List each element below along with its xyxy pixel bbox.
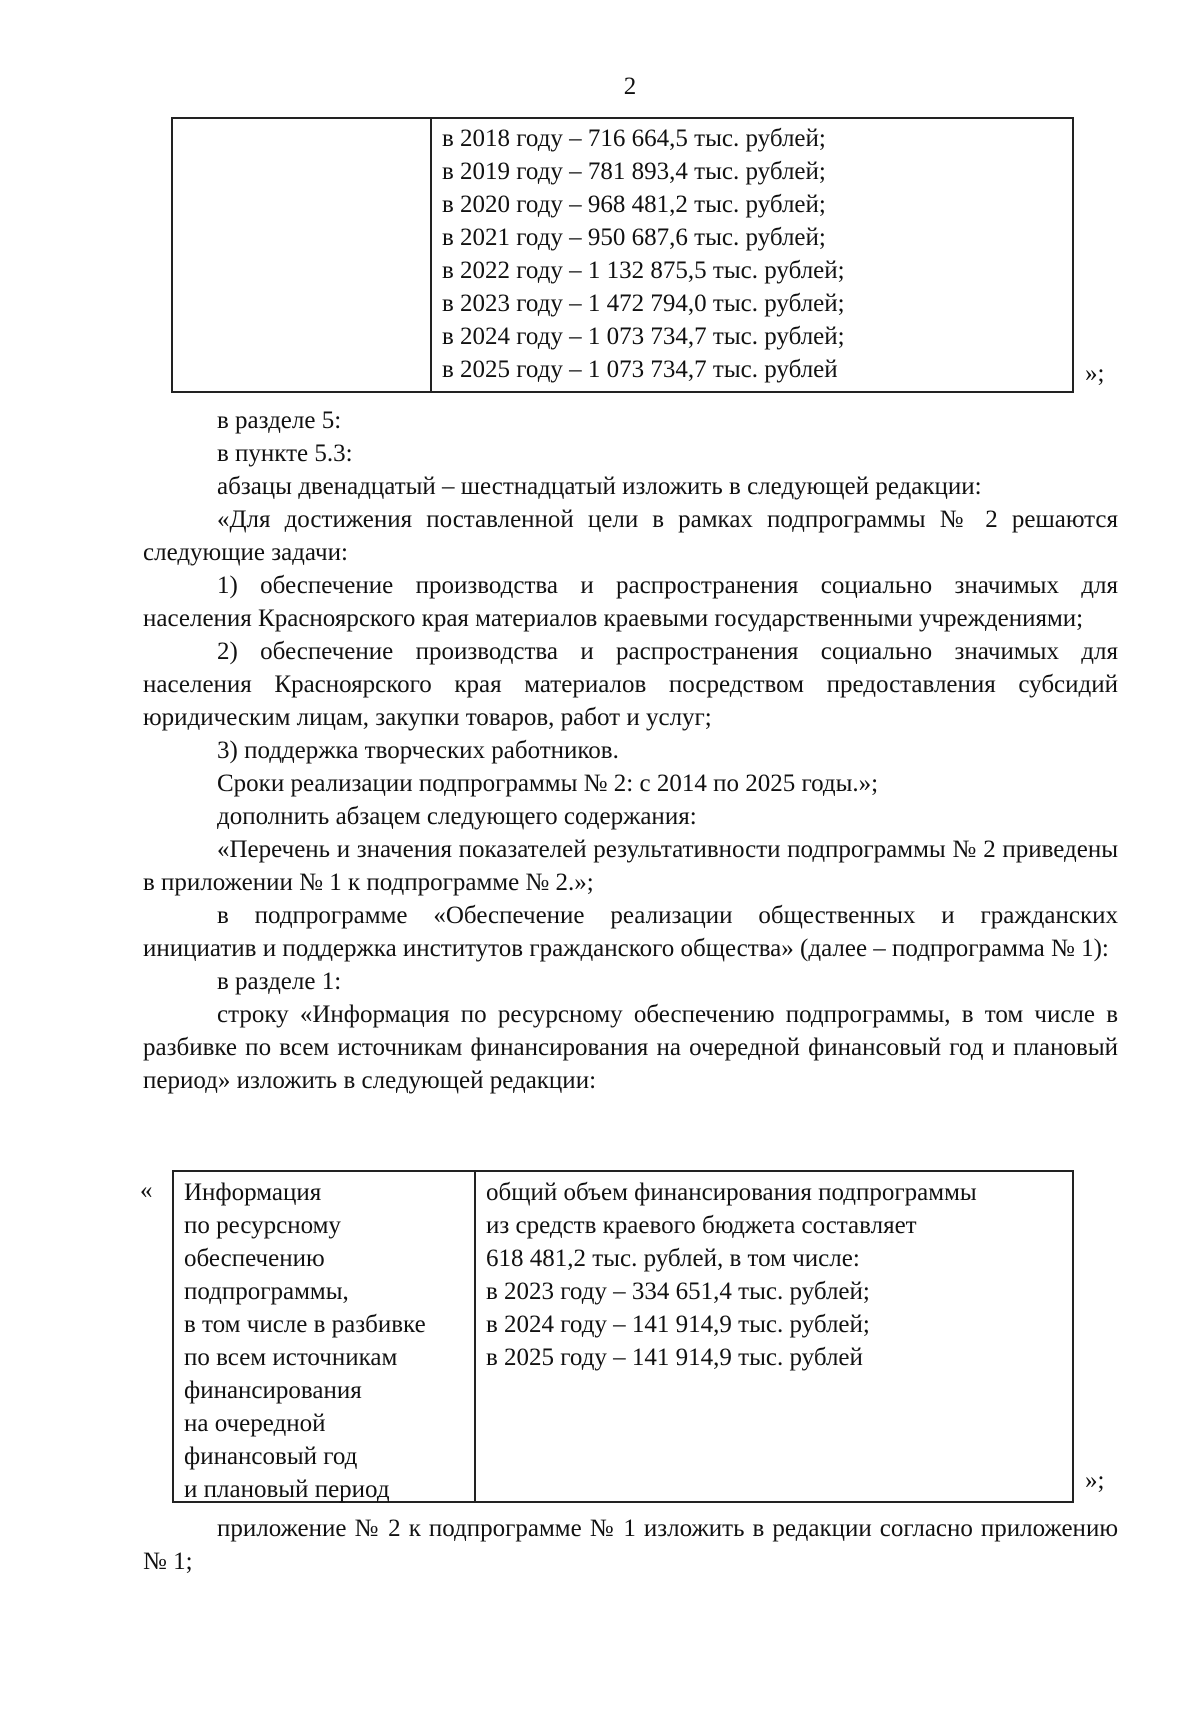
paragraph: в разделе 5:	[217, 407, 342, 434]
closing-quote: »;	[1085, 360, 1105, 387]
label-line: на очередной	[184, 1410, 326, 1437]
label-line: и плановый период	[184, 1476, 390, 1503]
paragraph: «Перечень и значения показателей результативности подпрограммы № 2 приведены в приложении № 1 к подпрограмме № 2.»;	[143, 836, 1118, 896]
funding-line: в 2023 году – 1 472 794,0 тыс. рублей;	[442, 290, 845, 317]
paragraph: Сроки реализации подпрограммы № 2: с 2014 по 2025 годы.»;	[217, 770, 879, 797]
paragraph: «Для достижения поставленной цели в рамках подпрограммы № 2 решаются следующие задачи:	[143, 506, 1118, 566]
funding-line: в 2024 году – 1 073 734,7 тыс. рублей;	[442, 323, 845, 350]
label-line: подпрограммы,	[184, 1278, 349, 1305]
label-line: в том числе в разбивке	[184, 1311, 426, 1338]
paragraph: абзацы двенадцатый – шестнадцатый изложить в следующей редакции:	[217, 473, 982, 500]
funding-line: в 2021 году – 950 687,6 тыс. рублей;	[442, 224, 826, 251]
label-line: по всем источникам	[184, 1344, 398, 1371]
value-line: из средств краевого бюджета составляет	[486, 1212, 917, 1239]
table-funding-cell	[430, 119, 1072, 391]
paragraph: приложение № 2 к подпрограмме № 1 изложить в редакции согласно приложению № 1;	[143, 1515, 1118, 1575]
value-line: в 2025 году – 141 914,9 тыс. рублей	[486, 1344, 863, 1371]
funding-line: в 2018 году – 716 664,5 тыс. рублей;	[442, 125, 826, 152]
paragraph: в подпрограмме «Обеспечение реализации общественных и гражданских инициатив и поддержка институтов гражданского общества» (далее – подпрограмма № 1):	[143, 902, 1118, 962]
resource-info-table	[172, 1170, 1074, 1503]
table-empty-cell	[173, 119, 430, 391]
paragraph: 3) поддержка творческих работников.	[217, 737, 619, 764]
funding-line: в 2020 году – 968 481,2 тыс. рублей;	[442, 191, 826, 218]
paragraph: 1) обеспечение производства и распространения социально значимых для населения Красноярского края материалов краевыми государственными учреждениями;	[143, 572, 1118, 632]
table-value-cell	[474, 1172, 1072, 1501]
label-line: обеспечению	[184, 1245, 325, 1272]
paragraph: 2) обеспечение производства и распространения социально значимых для населения Красноярского края материалов посредством предоставления субсидий юридическим лицам, закупки товаров, работ и услуг;	[143, 638, 1118, 731]
paragraph: строку «Информация по ресурсному обеспечению подпрограммы, в том числе в разбивке по всем источникам финансирования на очередной финансовый год и плановый период» изложить в следующей редакции:	[143, 1001, 1118, 1094]
value-line: общий объем финансирования подпрограммы	[486, 1179, 977, 1206]
value-line: в 2024 году – 141 914,9 тыс. рублей;	[486, 1311, 870, 1338]
opening-quote: «	[140, 1177, 153, 1204]
table-label-cell	[174, 1172, 474, 1501]
page-number: 2	[623, 73, 637, 100]
closing-quote: »;	[1085, 1467, 1105, 1494]
label-line: финансовый год	[184, 1443, 358, 1470]
paragraph: в пункте 5.3:	[217, 440, 353, 467]
body-text	[143, 404, 1118, 1097]
label-line: Информация	[184, 1179, 322, 1206]
funding-line: в 2025 году – 1 073 734,7 тыс. рублей	[442, 356, 838, 383]
value-line: 618 481,2 тыс. рублей, в том числе:	[486, 1245, 860, 1272]
funding-table-continued	[171, 117, 1074, 393]
label-line: финансирования	[184, 1377, 362, 1404]
paragraph: в разделе 1:	[217, 968, 342, 995]
funding-line: в 2022 году – 1 132 875,5 тыс. рублей;	[442, 257, 845, 284]
value-line: в 2023 году – 334 651,4 тыс. рублей;	[486, 1278, 870, 1305]
funding-line: в 2019 году – 781 893,4 тыс. рублей;	[442, 158, 826, 185]
paragraph: дополнить абзацем следующего содержания:	[217, 803, 697, 830]
final-paragraph-block	[143, 1512, 1118, 1578]
label-line: по ресурсному	[184, 1212, 341, 1239]
